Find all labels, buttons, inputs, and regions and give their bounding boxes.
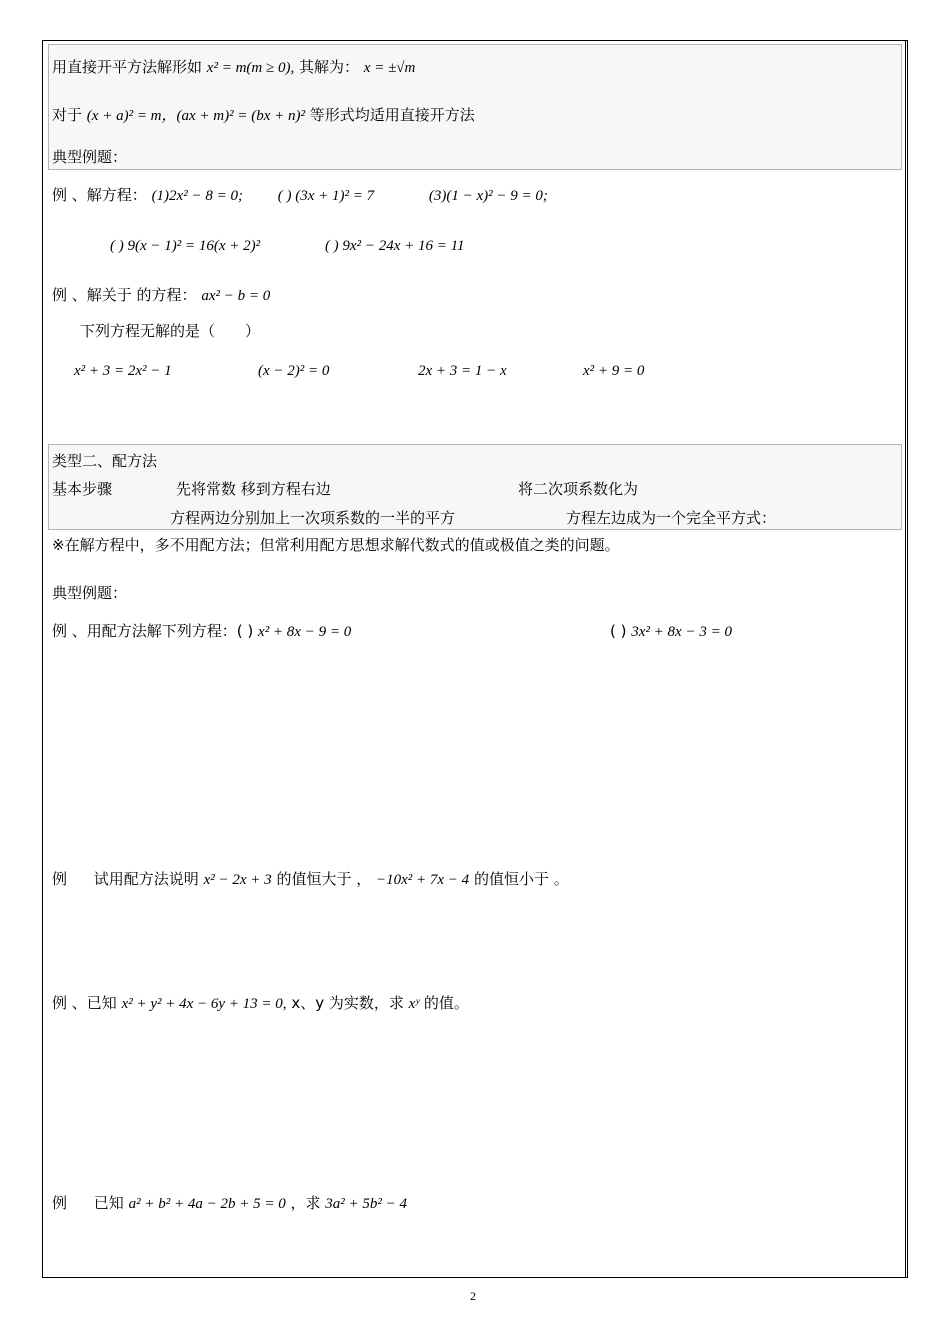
example-2: 例 、解关于 的方程： ax² − b = 0 (52, 286, 271, 304)
example-5: 例 试用配方法说明 x² − 2x + 3 的值恒大于 ， −10x² + 7x − 4 的值恒小于 。 (52, 870, 569, 888)
frame-right-rule (905, 40, 906, 1278)
steps-label: 基本步骤 (52, 480, 113, 498)
step-1: 先将常数 移到方程右边 (176, 480, 331, 498)
step-3: 方程两边分别加上一次项系数的一半的平方 (170, 509, 456, 527)
question-3-option-c: 2x + 3 = 1 − x (418, 363, 507, 379)
applicable-forms-line: 对于 (x + a)² = m，(ax + m)² = (bx + n)² 等形式均适用直接开方法 (52, 106, 475, 124)
examples-heading-1: 典型例题： (52, 148, 128, 166)
example-7: 例 已知 a² + b² + 4a − 2b + 5 = 0 ，求 3a² + 5b² − 4 (52, 1194, 408, 1212)
page-number: 2 (470, 1289, 476, 1303)
page-frame (42, 40, 908, 1278)
step-2: 将二次项系数化为 (518, 480, 639, 498)
example-4: 例 、用配方法解下列方程：( ) x² + 8x − 9 = 0 (52, 622, 352, 640)
example-6: 例 、已知 x² + y² + 4x − 6y + 13 = 0, x、y 为实数，求 xʸ 的值。 (52, 994, 469, 1012)
examples-heading-2: 典型例题： (52, 584, 128, 602)
step-4: 方程左边成为一个完全平方式： (566, 509, 777, 527)
direct-root-line: 用直接开平方法解形如 x² = m(m ≥ 0), 其解为： x = ±√m (52, 58, 416, 76)
section-2-title: 类型二、配方法 (52, 452, 158, 470)
example-1-row-2: ( ) 9(x − 1)² = 16(x + 2)² ( ) 9x² − 24x + 16 = 11 (110, 238, 465, 254)
example-4-part-2: ( ) 3x² + 8x − 3 = 0 (610, 622, 732, 640)
question-3-option-a: x² + 3 = 2x² − 1 (74, 363, 172, 379)
question-3-option-d: x² + 9 = 0 (583, 363, 645, 379)
example-1-row-1: 例 、解方程： (1)2x² − 8 = 0; ( ) (3x + 1)² = 7 (3)(1 − x)² − 9 = 0; (52, 186, 548, 204)
method-note: ※在解方程中，多不用配方法；但常利用配方思想求解代数式的值或极值之类的问题。 (52, 536, 620, 554)
question-3-option-b: (x − 2)² = 0 (258, 363, 330, 379)
question-3-prompt: 下列方程无解的是（ ） (80, 322, 261, 340)
